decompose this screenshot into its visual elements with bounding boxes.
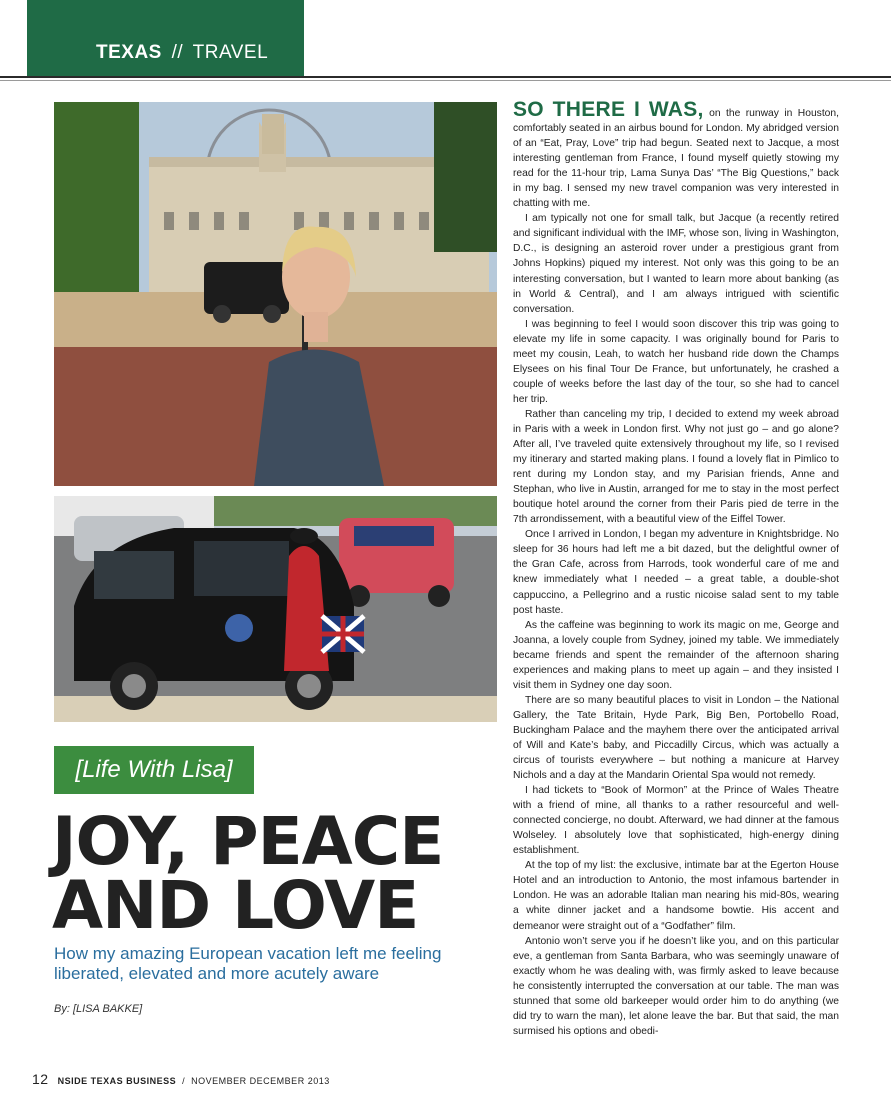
article-body — [513, 98, 839, 1039]
magazine-name: NSIDE TEXAS BUSINESS — [57, 1076, 177, 1086]
article-paragraph: SO THERE I WAS, on the runway in Houston, comfortably seated in an airbus bound for London. My abridged version of an “Eat, Pray, Love” trip had begun. Seated next to Jacque, a most interesting gentleman from France, I found myself quietly stowing my read for the 11-hour trip, Lama Sunya Das’ “The Big Questions,” back in my bag. I sensed my new travel companion was very interested in chatting with me. — [513, 98, 839, 210]
headline-line-1: JOY, PEACE — [52, 803, 444, 880]
article-paragraph: I am typically not one for small talk, but Jacque (a recently retired and significant individual with the IMF, whose son, living in Washington, D.C., is designing an asteroid rover under a prestigious grant from Johns Hopkins) piqued my interest. Not only was this going to be an interesting conversation, but I wanted to learn more about banking (as in World & Central), and I am always intrigued with scientific conversation. — [513, 213, 839, 315]
byline: By: [LISA BAKKE] — [54, 1003, 143, 1015]
footer-separator: / — [182, 1076, 186, 1086]
london-taxis-and-beefeater-photo — [54, 496, 497, 722]
article-paragraph: Antonio won’t serve you if he doesn’t like you, and on this particular eve, a gentleman from Santa Barbara, who was seemingly unaware of exactly whom he was dealing with, was firmly asked to leave because he consistently interrupted the conversation at our table. The man was stunned that some old barkeeper would order him to do anything (we did try to warn the man), let alone leave the bar. But that said, the man surmised his options and obedi- — [513, 935, 839, 1037]
subheadline: How my amazing European vacation left me feeling liberated, elevated and more acutely aware — [54, 944, 442, 983]
article-paragraph: I had tickets to “Book of Mormon” at the Prince of Wales Theatre with a friend of mine, all thanks to a rather resourceful and well-connected concierge, no doubt. Afterward, we had dinner at the famous Wolseley. I absolutely love that sophisticated, high-energy dining establishment. — [513, 785, 839, 857]
article-paragraph: Rather than canceling my trip, I decided to extend my week abroad in Paris with a week in London first. Why not just go – and go alone? After all, I’ve traveled quite extensively throughout my life, so I revised my itinerary and started making plans. I found a lovely flat in Pimlico to rent during my London stay, and my Parisian friends, Anne and Stephan, who live in Austin, arranged for me to stay in the most perfect boutique hotel around the corner from their Paris pied de terre in the 7th arrondissement, with a beautiful view of the Eiffel Tower. — [513, 408, 839, 526]
header-rule-thin — [0, 80, 891, 81]
page-number: 12 — [32, 1071, 49, 1087]
article-paragraph: Once I arrived in London, I began my adventure in Knightsbridge. No sleep for 36 hours had left me a bit dazed, but the delightful owner of the Gran Cafe, across from Harrods, took wonderful care of me and knew immediately what I needed – a great table, a double-shot cappuccino, a Pellegrino and a rustic nicoise salad sent to my table post haste. — [513, 529, 839, 616]
woman-in-front-of-horse-guards-photo — [54, 102, 497, 486]
section-header-tab — [27, 0, 304, 76]
section-header — [96, 42, 268, 64]
headline-line-2: AND LOVE — [52, 867, 419, 944]
article-paragraph: I was beginning to feel I would soon discover this trip was going to elevate my life in some capacity. I was originally bound for Paris to meet my cousin, Leah, to watch her husband ride down the Champs Elysees on his final Tour De France, but unfortunately, he crashed a couple of weeks before the last day of the tour, so she had to cancel her trip. — [513, 318, 839, 405]
page-footer — [32, 1071, 330, 1087]
header-rule — [0, 76, 891, 78]
header-state: TEXAS — [96, 42, 162, 63]
article-paragraph: At the top of my list: the exclusive, intimate bar at the Egerton House Hotel and an introduction to Antonio, the most infamous bartender in London. He was an adorable Italian man nearing his mid-80s, wearing a white dinner jacket and a handsome bowtie. His accent and demeanor were straight out of a “Godfather” film. — [513, 860, 839, 932]
issue-date: NOVEMBER DECEMBER 2013 — [191, 1076, 330, 1086]
series-banner: [Life With Lisa] — [54, 746, 254, 794]
header-section: TRAVEL — [192, 42, 269, 63]
article-paragraph: There are so many beautiful places to visit in London – the National Gallery, the Tate Britain, Hyde Park, Big Ben, Portobello Road, Buckingham Palace and the mayhem there over the anticipated arrival of Will and Kate’s baby, and Piccadilly Circus, which was actually a circus of tourists everywhere – but nothing a manicure at Harvey Nichols and a day at the Mandarin Oriental Spa would not remedy. — [513, 694, 839, 782]
lead-in: SO THERE I WAS, — [513, 98, 704, 121]
header-separator: // — [171, 42, 184, 63]
headline — [52, 803, 502, 944]
article-paragraph: As the caffeine was beginning to work its magic on me, George and Joanna, a lovely couple from Sydney, joined my table. We immediately became friends and spent the remainder of the afternoon sharing experiences and making plans to meet up again – and they insisted I visit them in Sydney one day soon. — [513, 619, 839, 691]
